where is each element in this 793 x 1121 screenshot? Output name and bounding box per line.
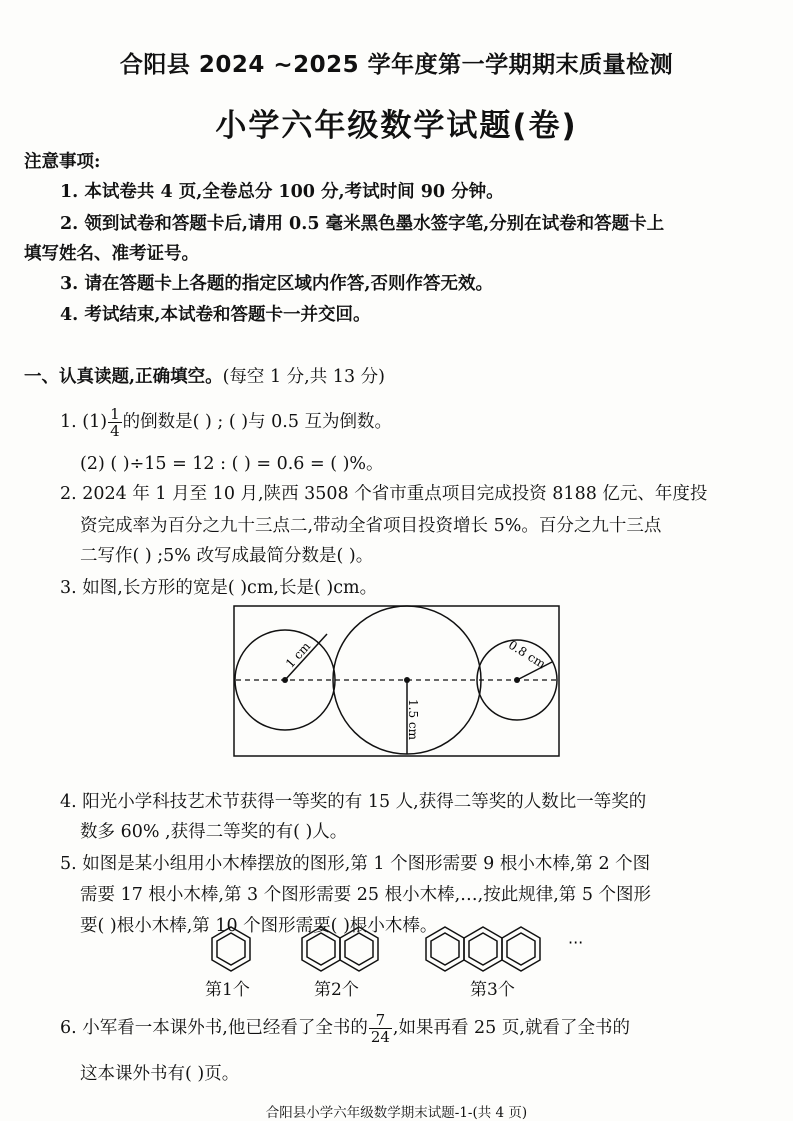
- q3-label-1cm: 1 cm: [282, 639, 314, 671]
- q1-part2: (2) ( )÷15 = 12 : ( ) = 0.6 = ( )%。: [80, 454, 384, 474]
- q4-line2: 数多 60% ,获得二等奖的有( )人。: [80, 822, 348, 842]
- section-title: 一、认真读题,正确填空。: [24, 367, 223, 387]
- q1-part1-prefix: 1. (1): [60, 412, 108, 432]
- exam-subtitle: 小学六年级数学试题(卷): [215, 108, 578, 144]
- q2-line3: 二写作( ) ;5% 改写成最简分数是( )。: [80, 546, 374, 566]
- q5-fig1-inner: [217, 933, 245, 965]
- q2-line1: 2. 2024 年 1 月至 10 月,陕西 3508 个省市重点项目完成投资 8188 亿元、年度投: [60, 484, 708, 504]
- q3-label-1-5cm: 1.5 cm: [406, 699, 420, 740]
- q6-line2: 这本课外书有( )页。: [80, 1064, 240, 1084]
- q6-line1: [60, 1008, 630, 1048]
- q5-fig3-inner-b: [469, 933, 497, 965]
- notice-item-2: 2. 领到试卷和答题卡后,请用 0.5 毫米黑色墨水签字笔,分别在试卷和答题卡上: [60, 214, 665, 234]
- q1-part1-rest: 的倒数是( ) ; ( )与 0.5 互为倒数。: [122, 412, 393, 432]
- q1-part1: [60, 404, 392, 440]
- q5-line1: 5. 如图是某小组用小木棒摆放的图形,第 1 个图形需要 9 根小木棒,第 2 个图: [60, 854, 651, 874]
- q5-caption-3: 第3个: [470, 980, 515, 1000]
- q3-text: 3. 如图,长方形的宽是( )cm,长是( )cm。: [60, 578, 378, 598]
- q6-fraction: [369, 1012, 392, 1045]
- q5-line3: 要( )根小木棒,第 10 个图形需要( )根小木棒。: [80, 916, 438, 936]
- q6-prefix: 6. 小军看一本课外书,他已经看了全书的: [60, 1018, 368, 1038]
- page-footer: 合阳县小学六年级数学期末试题-1-(共 4 页): [265, 1105, 528, 1121]
- q1-frac-num: 1: [110, 405, 120, 423]
- exam-title: 合阳县 2024 ~2025 学年度第一学期期末质量检测: [119, 52, 674, 78]
- q3-rectangle-figure: [232, 600, 562, 760]
- q5-fig3-inner-c: [507, 933, 535, 965]
- q1-fraction: [108, 406, 122, 439]
- q5-hexagon-figures: [200, 920, 600, 980]
- q5-caption-2: 第2个: [314, 980, 359, 1000]
- q1-frac-den: 4: [110, 422, 120, 440]
- q5-caption-1: 第1个: [205, 980, 250, 1000]
- q5-fig2-inner-a: [307, 933, 335, 965]
- q5-fig3-inner-a: [431, 933, 459, 965]
- q3-label-0-8cm: 0.8 cm: [505, 637, 549, 672]
- notice-item-3: 3. 请在答题卡上各题的指定区域内作答,否则作答无效。: [60, 274, 493, 294]
- q6-frac-num: 7: [369, 1012, 392, 1029]
- q5-fig2-inner-b: [345, 933, 373, 965]
- notice-heading: 注意事项:: [24, 152, 101, 172]
- q4-line1: 4. 阳光小学科技艺术节获得一等奖的有 15 人,获得二等奖的人数比一等奖的: [60, 792, 647, 812]
- q5-ellipsis: ···: [568, 933, 584, 952]
- notice-item-1: 1. 本试卷共 4 页,全卷总分 100 分,考试时间 90 分钟。: [60, 182, 504, 202]
- q6-suffix: ,如果再看 25 页,就看了全书的: [392, 1018, 630, 1038]
- section-scoring: (每空 1 分,共 13 分): [222, 367, 385, 387]
- section-heading: [24, 365, 385, 389]
- notice-item-2-cont: 填写姓名、准考证号。: [24, 244, 199, 264]
- q5-line2: 需要 17 根小木棒,第 3 个图形需要 25 根小木棒,…,按此规律,第 5 个图形: [80, 885, 652, 905]
- q2-line2: 资完成率为百分之九十三点二,带动全省项目投资增长 5%。百分之九十三点: [80, 516, 662, 536]
- notice-item-4: 4. 考试结束,本试卷和答题卡一并交回。: [60, 305, 371, 325]
- q6-frac-den: 24: [370, 1028, 390, 1046]
